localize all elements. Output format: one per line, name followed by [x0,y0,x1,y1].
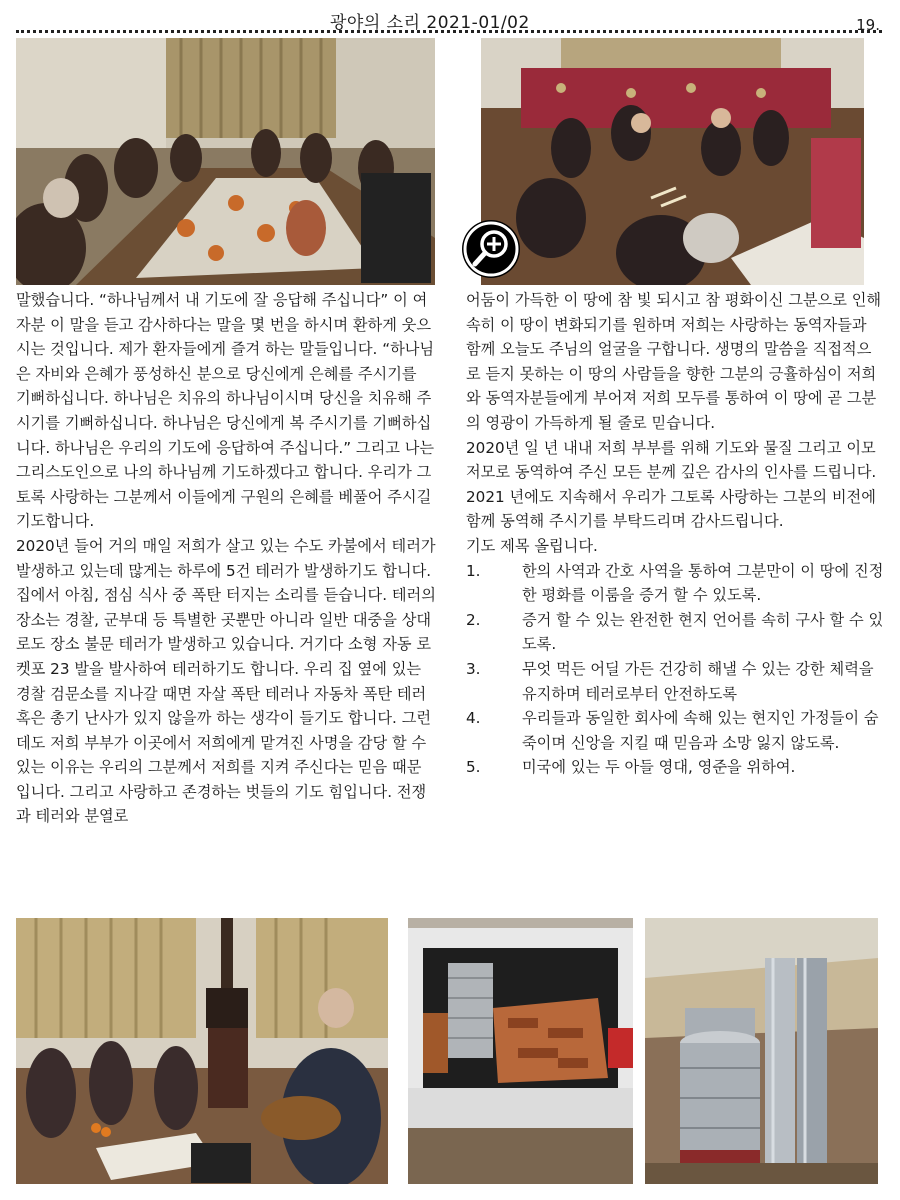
prayer-text: 미국에 있는 두 아들 영대, 영준을 위하여. [522,758,796,777]
prayer-heading: 기도 제목 올립니다. [466,536,598,555]
prayer-text: 우리들과 동일한 회사에 속해 있는 현지인 가정들이 숨죽이며 신앙을 지킬 때 믿음과 소망 잃지 않도록. [522,709,879,752]
prayer-number: 5. [466,758,481,777]
prayer-item [466,608,884,657]
guitar-worship-photo [16,918,388,1184]
left-text-column [16,288,436,829]
prayer-number: 2. [466,610,481,629]
paragraph: 말했습니다. “하나님께서 내 기도에 잘 응답해 주십니다” 이 여자분 이 말을 듣고 감사하다는 말을 몇 번을 하시며 환하게 웃으시는 것입니다. 제가 환자들에게 즐겨 하는 말들입니다. “하나님은 자비와 은혜가 풍성하신 분으로 당신에게 은혜를 주시기를 기뻐하십니다. 하나님은 치유의 하나님이시며 당신을 치유해 주시기를 기뻐하십니다. 하나님은 당신에게 복 주시기를 기뻐하십니다. 하나님은 우리의 기도에 응답하여 주십니다.” 그리고 나는 그리스도인으로 나의 하나님께 기도하겠다고 합니다. 우리가 그토록 사랑하는 그분께서 이들에게 구원의 은혜를 베풀어 주시길 기도합니다. [16,291,435,531]
floor-game-gathering-photo [481,38,864,285]
prayer-number: 4. [466,709,481,728]
prayer-number: 3. [466,659,481,678]
prayer-item [466,657,884,706]
paragraph: 2020년 들어 거의 매일 저희가 살고 있는 수도 카불에서 테러가 발생하고 있는데 많게는 하루에 5건 테러가 발생하기도 합니다. 집에서 아침, 점심 식사 중 폭탄 터지는 소리를 듣습니다. 테러의 장소는 경찰, 군부대 등 특별한 곳뿐만 아니라 일반 대중을 상대로도 장소 불문 테러가 발생하고 있습니다. 거기다 소형 자동 로켓포 23 발을 발사하여 테러하기도 합니다. 우리 집 옆에 있는 경찰 검문소를 지나갈 때면 자살 폭탄 테러나 자동차 폭탄 테러 혹은 총기 난사가 있지 않을까 하는 생각이 들기도 합니다. 그런데도 저희 부부가 이곳에서 저희에게 맡겨진 사명을 감당 할 수 있는 이유는 우리의 그분께서 저희를 지켜 주신다는 믿음 때문입니다. 그리고 사랑하고 존경하는 벗들의 기도 힘입니다. 전쟁과 테러와 분열로 [16,536,436,826]
magnifier-plus-icon[interactable] [460,218,522,280]
prayer-number: 1. [466,561,481,580]
newsletter-title: 광야의 소리 2021-01/02 [330,13,530,33]
prayer-item [466,706,884,755]
car-trunk-firewood-photo [408,918,633,1184]
prayer-text: 증거 할 수 있는 완전한 현지 언어를 속히 구사 할 수 있도록. [522,610,884,654]
header-dotted-divider [16,30,882,33]
paragraph: 어둠이 가득한 이 땅에 참 빛 되시고 참 평화이신 그분으로 인해 속히 이 땅이 변화되기를 원하며 저희는 사랑하는 동역자들과 함께 오늘도 주님의 얼굴을 구합니다. 생명의 말씀을 직접적으로 듣지 못하는 이 땅의 사람들을 향한 그분의 긍휼하심이 저희와 동역자분들에게 부어져 저희 모두를 통하여 이 땅에 곧 그분의 영광이 가득하게 될 줄로 믿습니다. [466,291,882,432]
page-number: 19. [856,16,880,34]
prayer-item [466,755,884,780]
prayer-text: 무엇 먹든 어딜 가든 건강히 해낼 수 있는 강한 체력을 유지하며 테러로부터 안전하도록 [522,659,874,703]
prayer-text: 한의 사역과 간호 사역을 통하여 그분만이 이 땅에 진정한 평화를 이룸을 증거 할 수 있도록. [522,561,884,605]
prayer-item [466,559,884,608]
right-text-column [466,288,884,780]
stove-pipes-photo [645,918,878,1184]
paragraph: 2020년 일 년 내내 저희 부부를 위해 기도와 물질 그리고 이모저모로 동역하여 주신 모든 분께 깊은 감사의 인사를 드립니다. 2021 년에도 지속해서 우리가 그토록 사랑하는 그분의 비전에 함께 동역해 주시기를 부탁드리며 감사드립니다. [466,438,877,531]
living-room-gathering-photo [16,38,435,285]
